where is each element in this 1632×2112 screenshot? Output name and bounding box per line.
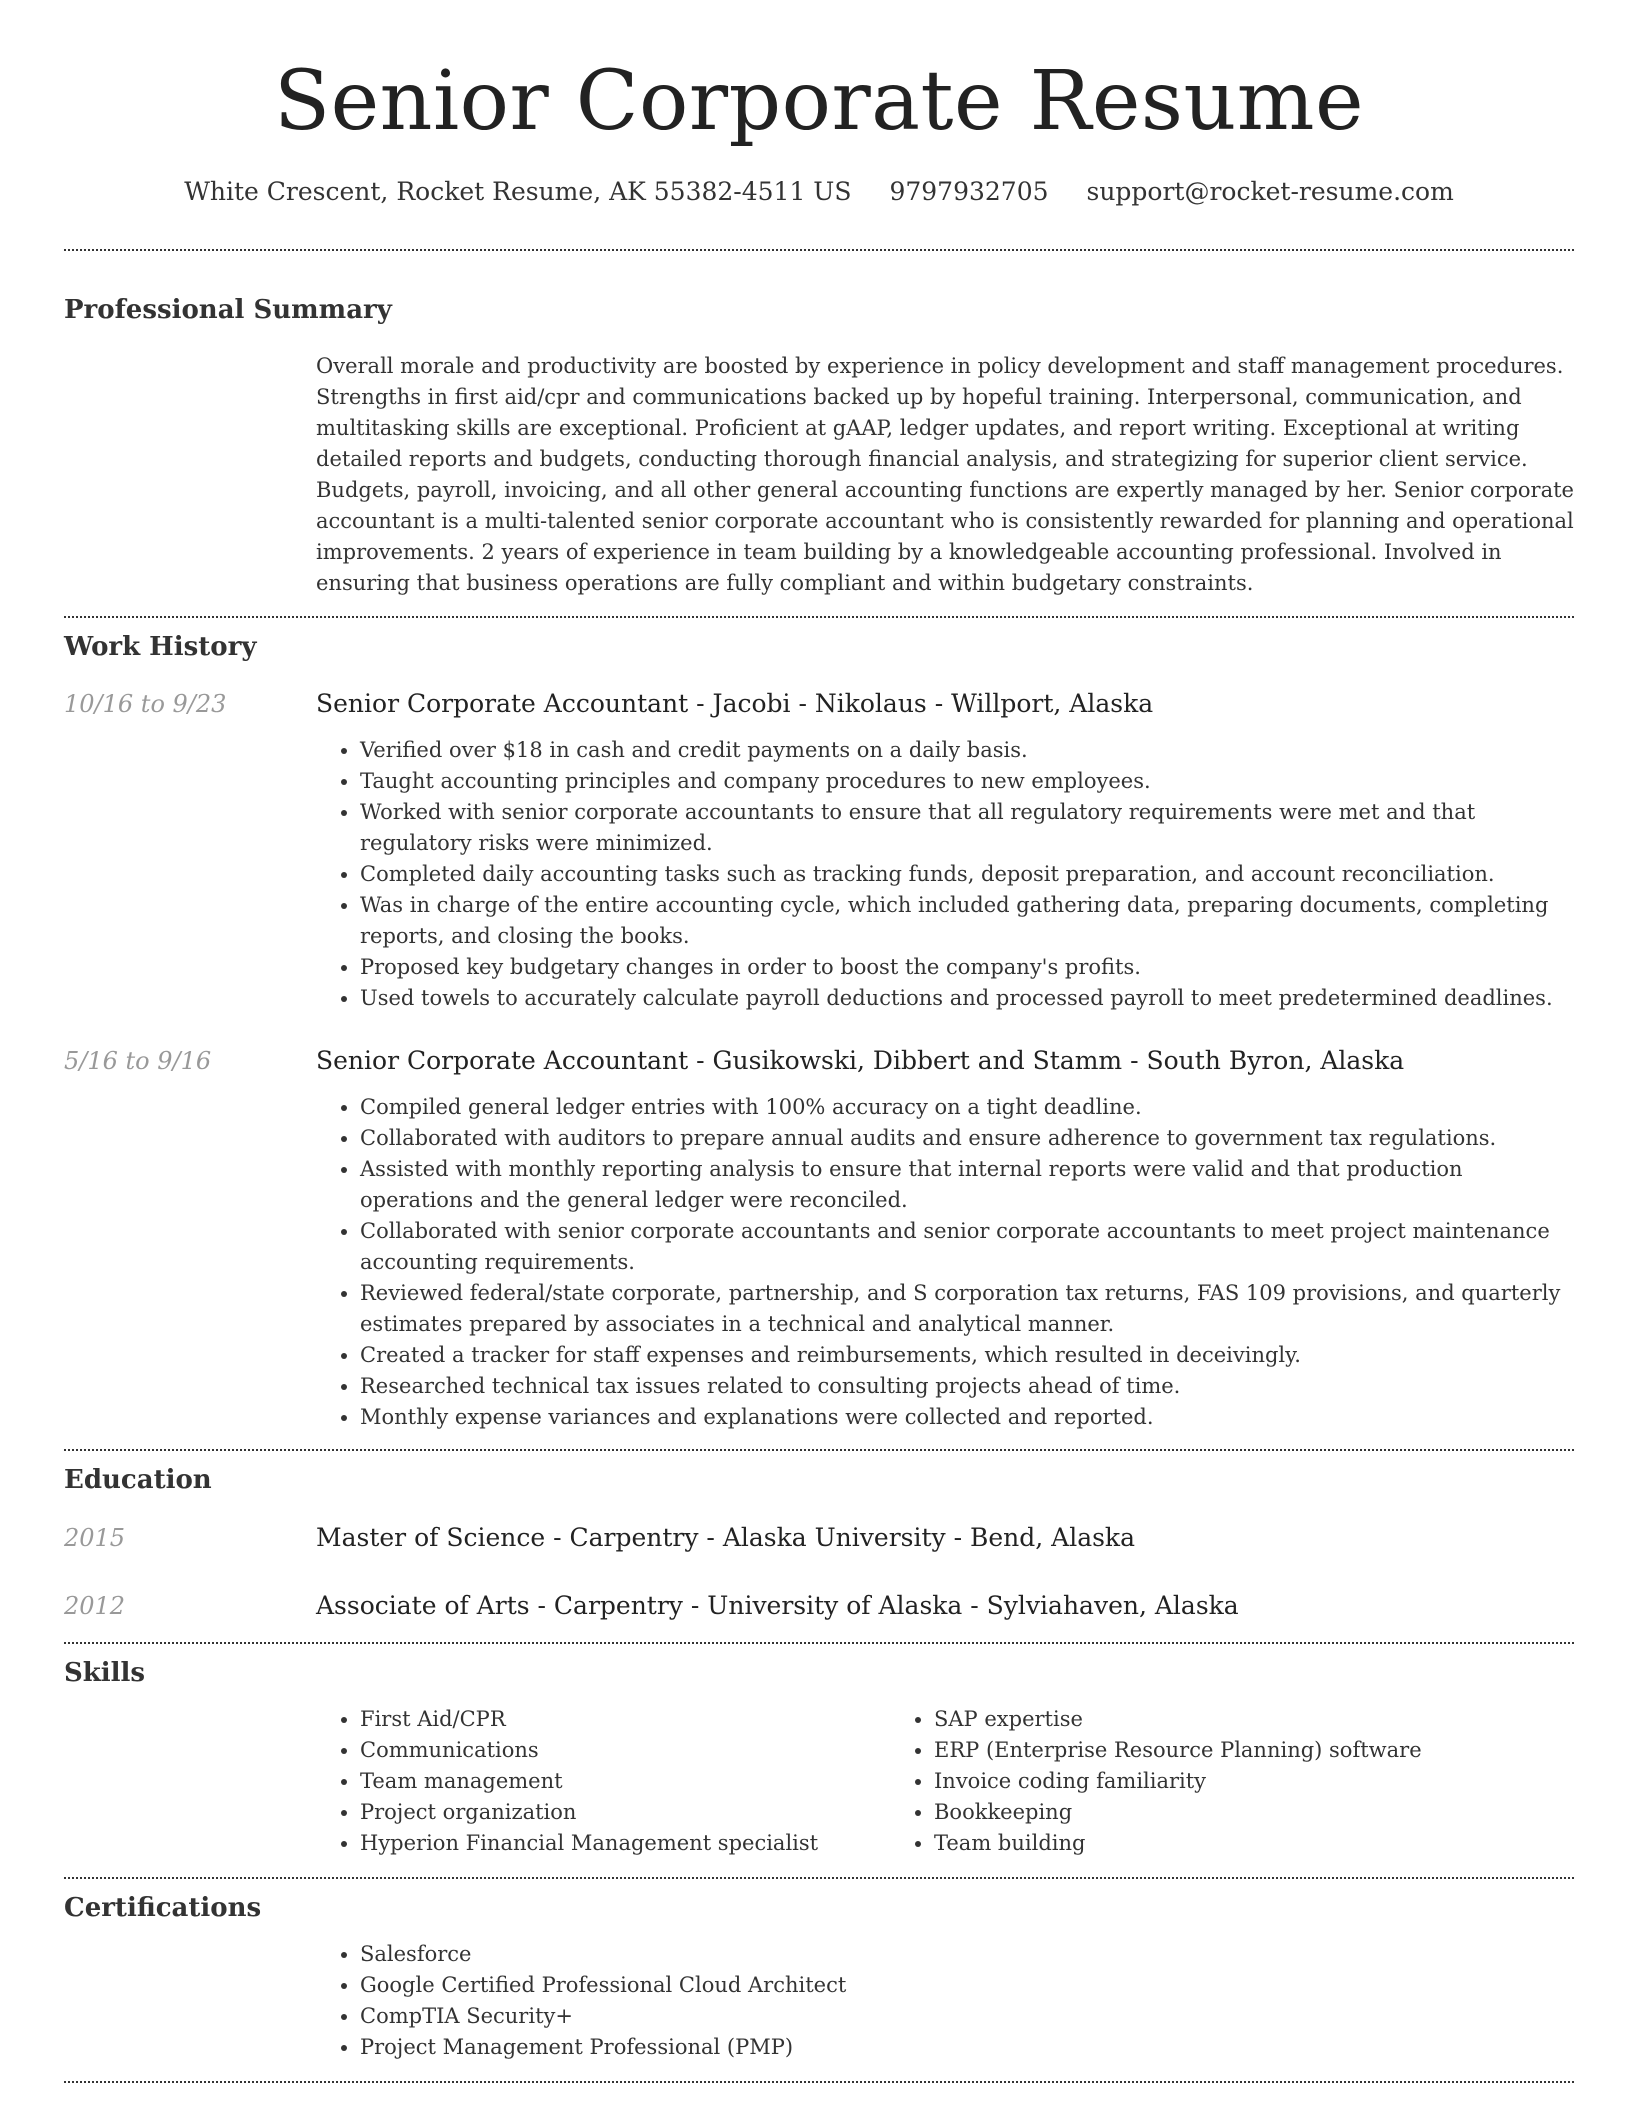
list-item: • Invoice coding familiarity — [934, 1766, 1464, 1797]
job-date: 10/16 to 9/23 — [64, 690, 227, 718]
skills-columns — [316, 1704, 1574, 1859]
education-date: 2015 — [64, 1524, 126, 1552]
list-item: • Team building — [934, 1828, 1464, 1859]
list-item: • Verified over $18 in cash and credit payments on a daily basis. — [360, 735, 1574, 766]
list-item: • First Aid/CPR — [360, 1704, 890, 1735]
skills-section — [64, 1644, 1574, 1859]
list-item: • Worked with senior corporate accountants to ensure that all regulatory requirements were met and that regulatory risks were minimized. — [360, 797, 1574, 859]
list-item: • Collaborated with auditors to prepare annual audits and ensure adherence to government tax regulations. — [360, 1123, 1574, 1154]
list-item: • Project organization — [360, 1797, 890, 1828]
list-item: • Created a tracker for staff expenses and reimbursements, which resulted in deceivingly. — [360, 1340, 1574, 1371]
contact-address: White Crescent, Rocket Resume, AK 55382-4511 US — [184, 177, 852, 206]
summary-text: Overall morale and productivity are boosted by experience in policy development and staff management procedures. Strengths in first aid/cpr and communications backed up by hopeful training. Interpersonal, communication, and multitasking skills are exceptional. Proficient at gAAP, ledger updates, and report writing. Exceptional at writing detailed reports and budgets, conducting thorough financial analysis, and strategizing for superior client service. Budgets, payroll, invoicing, and all other general accounting functions are expertly managed by her. Senior corporate accountant is a multi-talented senior corporate accountant who is consistently rewarded for planning and operational improvements. 2 years of experience in team building by a knowledgeable accounting professional. Involved in ensuring that business operations are fully compliant and within budgetary constraints. — [316, 354, 1574, 595]
list-item: • Monthly expense variances and explanations were collected and reported. — [360, 1402, 1574, 1433]
education-title: Master of Science - Carpentry - Alaska University - Bend, Alaska — [316, 1523, 1135, 1552]
list-item: • Bookkeeping — [934, 1797, 1464, 1828]
education-section — [64, 1451, 1574, 1623]
job-entry — [64, 687, 1574, 1014]
certifications-list — [316, 1939, 1574, 2063]
list-item: • Team management — [360, 1766, 890, 1797]
section-heading-certifications: Certifications — [64, 1893, 262, 1923]
list-item: • Researched technical tax issues related to consulting projects ahead of time. — [360, 1371, 1574, 1402]
certifications-list-wrap — [316, 1939, 1574, 2063]
section-heading-skills: Skills — [64, 1658, 146, 1688]
contact-line — [64, 172, 1574, 212]
list-item: • Salesforce — [360, 1939, 1574, 1970]
job-title: Senior Corporate Accountant - Gusikowski, Dibbert and Stamm - South Byron, Alaska — [316, 1046, 1405, 1075]
list-item: • Google Certified Professional Cloud Architect — [360, 1970, 1574, 2001]
certifications-section — [64, 1879, 1574, 2063]
list-item: • Completed daily accounting tasks such as tracking funds, deposit preparation, and account reconciliation. — [360, 859, 1574, 890]
list-item: • Reviewed federal/state corporate, partnership, and S corporation tax returns, FAS 109 provisions, and quarterly estimates prepared by associates in a technical and analytical manner. — [360, 1278, 1574, 1340]
list-item: • Proposed key budgetary changes in order to boost the company's profits. — [360, 952, 1574, 983]
list-item: • Hyperion Financial Management specialist — [360, 1828, 890, 1859]
divider — [64, 2081, 1574, 2083]
list-item: • Was in charge of the entire accounting cycle, which included gathering data, preparing documents, completing reports, and closing the books. — [360, 890, 1574, 952]
list-item: • Collaborated with senior corporate accountants and senior corporate accountants to meet project maintenance accounting requirements. — [360, 1216, 1574, 1278]
contact-phone: 9797932705 — [889, 177, 1049, 206]
section-heading-work: Work History — [64, 632, 257, 662]
list-item: • ERP (Enterprise Resource Planning) software — [934, 1735, 1464, 1766]
job-title: Senior Corporate Accountant - Jacobi - Nikolaus - Willport, Alaska — [316, 689, 1154, 718]
list-item: • Communications — [360, 1735, 890, 1766]
work-history-section — [64, 618, 1574, 1433]
list-item: • SAP expertise — [934, 1704, 1464, 1735]
section-heading-summary: Professional Summary — [64, 295, 392, 325]
summary-section — [64, 251, 1574, 599]
resume-page — [64, 0, 1574, 2083]
resume-title: Senior Corporate Resume — [273, 54, 1365, 149]
list-item: • Project Management Professional (PMP) — [360, 2032, 1574, 2063]
job-bullets — [316, 735, 1574, 1014]
contact-email: support@rocket-resume.com — [1086, 177, 1454, 206]
education-entry — [64, 1521, 1574, 1555]
list-item: • Taught accounting principles and company procedures to new employees. — [360, 766, 1574, 797]
education-date: 2012 — [64, 1592, 126, 1620]
section-heading-education: Education — [64, 1465, 212, 1495]
job-bullets — [316, 1092, 1574, 1433]
skills-list-left — [316, 1704, 890, 1859]
list-item: • Compiled general ledger entries with 100% accuracy on a tight deadline. — [360, 1092, 1574, 1123]
list-item: • CompTIA Security+ — [360, 2001, 1574, 2032]
education-entry — [64, 1589, 1574, 1623]
list-item: • Used towels to accurately calculate payroll deductions and processed payroll to meet predetermined deadlines. — [360, 983, 1574, 1014]
education-title: Associate of Arts - Carpentry - University of Alaska - Sylviahaven, Alaska — [316, 1591, 1239, 1620]
job-date: 5/16 to 9/16 — [64, 1047, 212, 1075]
job-entry — [64, 1044, 1574, 1433]
skills-list-right — [890, 1704, 1464, 1859]
list-item: • Assisted with monthly reporting analysis to ensure that internal reports were valid and that production operations and the general ledger were reconciled. — [360, 1154, 1574, 1216]
